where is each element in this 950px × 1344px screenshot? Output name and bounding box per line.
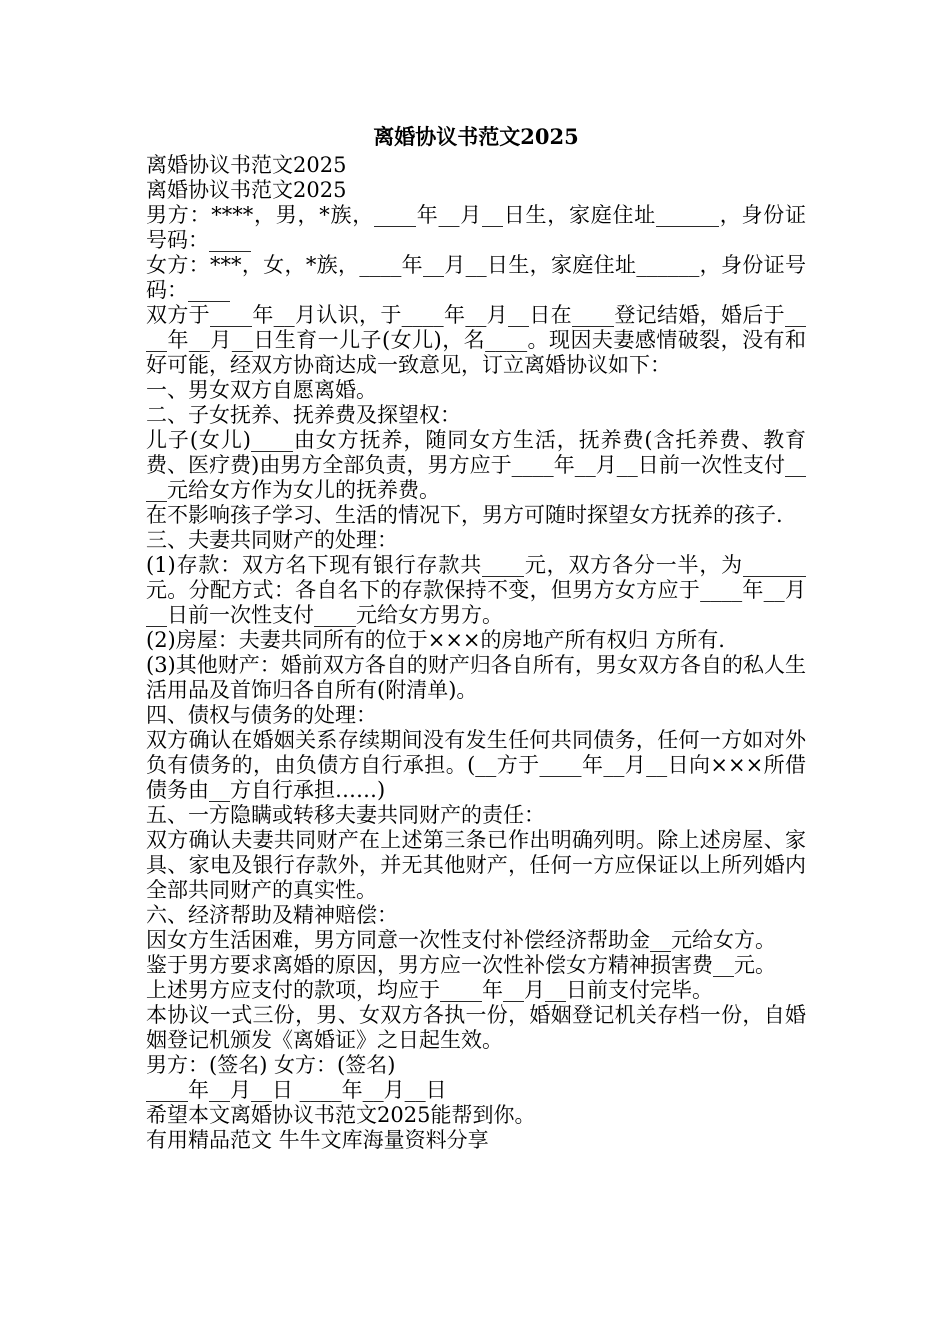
paragraph-economic-aid: 因女方生活困难，男方同意一次性支付补偿经济帮助金__元给女方。 <box>146 928 776 952</box>
section-heading-3: 三、夫妻共同财产的处理： <box>146 528 398 552</box>
section-heading-2: 二、子女抚养、抚养费及探望权： <box>146 403 461 427</box>
paragraph-other-property: (3)其他财产：婚前双方各自的财产归各自所有，男女双方各自的私人生活用品及首饰归各自所有(附清单)。 <box>146 653 806 702</box>
paragraph-debts: 双方确认在婚姻关系存续期间没有发生任何共同债务，任何一方如对外负有债务的，由负债方自行承担。(__方于____年__月__日向×××所借债务由__方自行承担……) <box>146 728 806 802</box>
date-line: ____年__月__日 ____年__月__日 <box>146 1078 447 1102</box>
paragraph-intro: 双方于____年__月认识，于____年__月__日在____登记结婚，婚后于____年__月__日生育一儿子(女儿)，名____。现因夫妻感情破裂，没有和好可能，经双方协商达成一致意见，订立离婚协议如下： <box>146 303 806 377</box>
paragraph-female-party: 女方：***，女，*族，____年__月__日生，家庭住址______，身份证号码：____ <box>146 253 806 302</box>
document-body <box>146 118 806 1153</box>
closing-line: 希望本文离婚协议书范文2025能帮到你。 <box>146 1103 536 1127</box>
paragraph: 离婚协议书范文2025 <box>146 178 347 202</box>
section-heading-6: 六、经济帮助及精神赔偿： <box>146 903 398 927</box>
signature-line: 男方：(签名) 女方：(签名) <box>146 1053 396 1077</box>
paragraph: 离婚协议书范文2025 <box>146 153 347 177</box>
paragraph-custody: 儿子(女儿)____由女方抚养，随同女方生活，抚养费(含托养费、教育费、医疗费)由男方全部负责，男方应于____年__月__日前一次性支付____元给女方作为女儿的抚养费。 <box>146 428 806 502</box>
paragraph-visitation: 在不影响孩子学习、生活的情况下，男方可随时探望女方抚养的孩子. <box>146 503 783 527</box>
paragraph-compensation: 鉴于男方要求离婚的原因，男方应一次性补偿女方精神损害费__元。 <box>146 953 776 977</box>
paragraph-house: (2)房屋：夫妻共同所有的位于×××的房地产所有权归 方所有. <box>146 628 725 652</box>
paragraph-copies: 本协议一式三份，男、女双方各执一份，婚姻登记机关存档一份，自婚姻登记机颁发《离婚证》之日起生效。 <box>146 1003 806 1052</box>
footer-line: 有用精品范文 牛牛文库海量资料分享 <box>146 1128 489 1152</box>
section-heading-4: 四、债权与债务的处理： <box>146 703 377 727</box>
section-heading-5: 五、一方隐瞒或转移夫妻共同财产的责任： <box>146 803 545 827</box>
paragraph-male-party: 男方：****，男，*族，____年__月__日生，家庭住址______，身份证号码：____ <box>146 203 806 252</box>
paragraph-savings: (1)存款：双方名下现有银行存款共____元，双方各分一半，为______元。分配方式：各自名下的存款保持不变，但男方女方应于____年__月__日前一次性支付____元给女方男方。 <box>146 553 806 627</box>
document-title: 离婚协议书范文2025 <box>373 124 579 149</box>
paragraph-payment-deadline: 上述男方应支付的款项，均应于____年__月__日前支付完毕。 <box>146 978 713 1002</box>
section-heading-1: 一、男女双方自愿离婚。 <box>146 378 377 402</box>
paragraph-property-disclosure: 双方确认夫妻共同财产在上述第三条已作出明确列明。除上述房屋、家具、家电及银行存款外，并无其他财产，任何一方应保证以上所列婚内全部共同财产的真实性。 <box>146 828 806 902</box>
